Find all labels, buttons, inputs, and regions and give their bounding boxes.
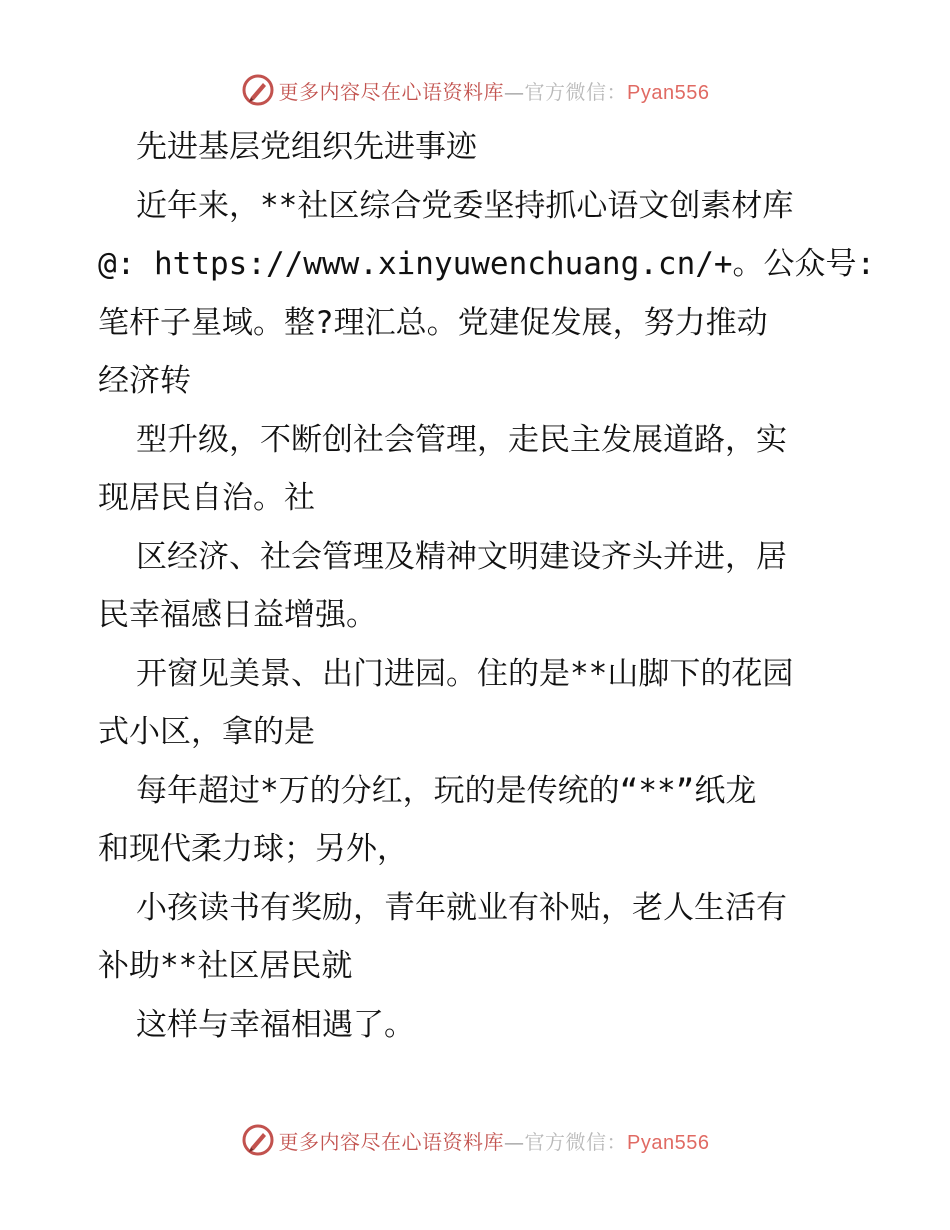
banner-prefix: 更多内容尽在心语资料库	[278, 1129, 505, 1154]
doc-line: 笔杆子星域。整?理汇总。党建促发展，努力推动	[98, 304, 768, 341]
banner-wechat-label: 官方微信：	[524, 79, 628, 104]
banner-prefix: 更多内容尽在心语资料库	[278, 79, 505, 104]
doc-line: @: https://www.xinyuwenchuang.cn/+。公众号:	[98, 246, 876, 282]
banner-text	[279, 76, 710, 105]
doc-line: 和现代柔力球；另外，	[98, 831, 408, 867]
footer-banner	[0, 1120, 950, 1160]
banner-wechat-id: Pyan556	[627, 1131, 710, 1154]
banner-wechat-label: 官方微信：	[524, 1129, 628, 1154]
banner-text	[279, 1126, 710, 1155]
doc-line: 补助**社区居民就	[98, 948, 353, 984]
document-body	[98, 118, 876, 1054]
banner-dash: —	[504, 79, 525, 104]
doc-line: 经济转	[98, 363, 191, 399]
pen-nib-circle-icon	[241, 73, 275, 107]
banner-wechat-id: Pyan556	[627, 81, 710, 104]
doc-line: 现居民自治。社	[98, 480, 315, 516]
pen-nib-circle-icon	[241, 1123, 275, 1157]
doc-line: 式小区，拿的是	[98, 714, 315, 750]
doc-line: 开窗见美景、出门进园。住的是**山脚下的花园	[136, 655, 794, 692]
doc-line: 民幸福感日益增强。	[98, 597, 377, 633]
doc-title: 先进基层党组织先进事迹	[136, 129, 477, 165]
header-banner	[0, 70, 950, 110]
doc-line: 型升级，不断创社会管理，走民主发展道路，实	[136, 421, 787, 458]
doc-line: 近年来，**社区综合党委坚持抓心语文创素材库	[136, 187, 794, 224]
doc-line: 这样与幸福相遇了。	[136, 1006, 415, 1043]
doc-line: 区经济、社会管理及精神文明建设齐头并进，居	[136, 538, 787, 575]
doc-line: 小孩读书有奖励，青年就业有补贴，老人生活有	[136, 889, 787, 926]
doc-line: 每年超过*万的分红，玩的是传统的“**”纸龙	[136, 772, 757, 809]
banner-dash: —	[504, 1129, 525, 1154]
